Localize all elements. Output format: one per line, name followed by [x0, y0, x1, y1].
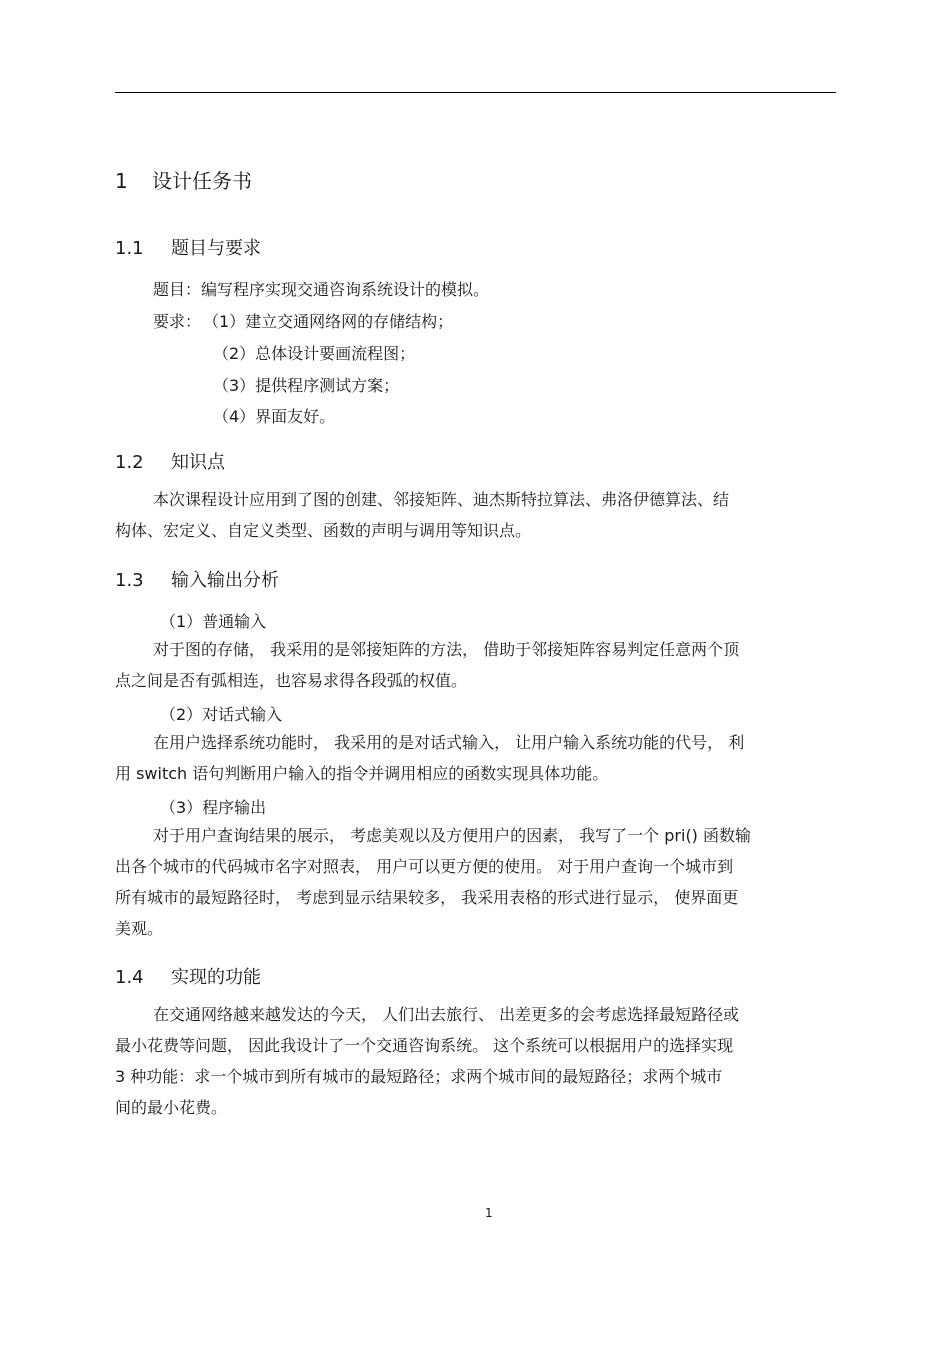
paragraph-line: 最小花费等问题， 因此我设计了一个交通咨询系统。 这个系统可以根据用户的选择实现 — [115, 1036, 734, 1055]
section-1-2-title: 知识点 — [171, 452, 225, 473]
requirement-item: （2）总体设计要画流程图； — [213, 344, 416, 363]
topic-line: 题目：编写程序实现交通咨询系统设计的模拟。 — [153, 280, 490, 299]
subsection-title: （3）程序输出 — [160, 798, 267, 817]
paragraph-line: 在交通网络越来越发达的今天， 人们出去旅行、 出差更多的会考虑选择最短路径或 — [153, 1005, 740, 1024]
paragraph-line: 构体、宏定义、自定义类型、函数的声明与调用等知识点。 — [115, 521, 532, 540]
section-1-heading — [115, 165, 252, 194]
header-rule — [115, 92, 836, 93]
section-1-1-title: 题目与要求 — [171, 238, 261, 259]
paragraph-line: 所有城市的最短路径时， 考虑到显示结果较多， 我采用表格的形式进行显示， 使界面更 — [115, 888, 739, 907]
requirement-item: （4）界面友好。 — [213, 407, 336, 426]
subsection-title: （1）普通输入 — [160, 612, 267, 631]
section-1-1-number: 1.1 — [115, 238, 144, 259]
paragraph-line: 出各个城市的代码城市名字对照表， 用户可以更方便的使用。 对于用户查询一个城市到 — [115, 857, 734, 876]
section-1-4-title: 实现的功能 — [171, 967, 261, 988]
requirement-item: （3）提供程序测试方案； — [213, 376, 400, 395]
paragraph-line: 间的最小花费。 — [115, 1098, 228, 1117]
paragraph-line: 对于图的存储， 我采用的是邻接矩阵的方法， 借助于邻接矩阵容易判定任意两个顶 — [153, 640, 740, 659]
section-1-2-number: 1.2 — [115, 452, 144, 473]
section-1-3-number: 1.3 — [115, 570, 144, 591]
section-1-4-number: 1.4 — [115, 967, 144, 988]
paragraph-line: 用 switch 语句判断用户输入的指令并调用相应的函数实现具体功能。 — [115, 764, 609, 783]
program-output-paragraph — [115, 820, 830, 944]
knowledge-paragraph — [115, 484, 830, 546]
page-number: 1 — [485, 1206, 493, 1220]
section-1-2-heading — [115, 448, 225, 474]
dialog-input-paragraph — [115, 727, 830, 789]
section-1-number: 1 — [115, 169, 128, 193]
section-1-title: 设计任务书 — [152, 169, 252, 193]
normal-input-paragraph — [115, 634, 830, 696]
section-1-3-title: 输入输出分析 — [171, 570, 279, 591]
subsection-title: （2）对话式输入 — [160, 705, 283, 724]
requirement-item: （1）建立交通网络网的存储结构； — [203, 312, 454, 331]
functions-paragraph — [115, 999, 830, 1123]
paragraph-line: 3 种功能：求一个城市到所有城市的最短路径；求两个城市间的最短路径；求两个城市 — [115, 1067, 723, 1086]
paragraph-line: 对于用户查询结果的展示， 考虑美观以及方便用户的因素， 我写了一个 pri() 函数输 — [153, 826, 752, 845]
paragraph-line: 点之间是否有弧相连，也容易求得各段弧的权值。 — [115, 671, 468, 690]
paragraph-line: 在用户选择系统功能时， 我采用的是对话式输入， 让用户输入系统功能的代号， 利 — [153, 733, 745, 752]
paragraph-line: 本次课程设计应用到了图的创建、邻接矩阵、迪杰斯特拉算法、弗洛伊德算法、结 — [153, 490, 730, 509]
section-1-4-heading — [115, 963, 261, 989]
requirements-label: 要求： — [153, 312, 202, 331]
section-1-1-heading — [115, 234, 261, 260]
section-1-3-heading — [115, 566, 279, 592]
paragraph-line: 美观。 — [115, 919, 164, 938]
